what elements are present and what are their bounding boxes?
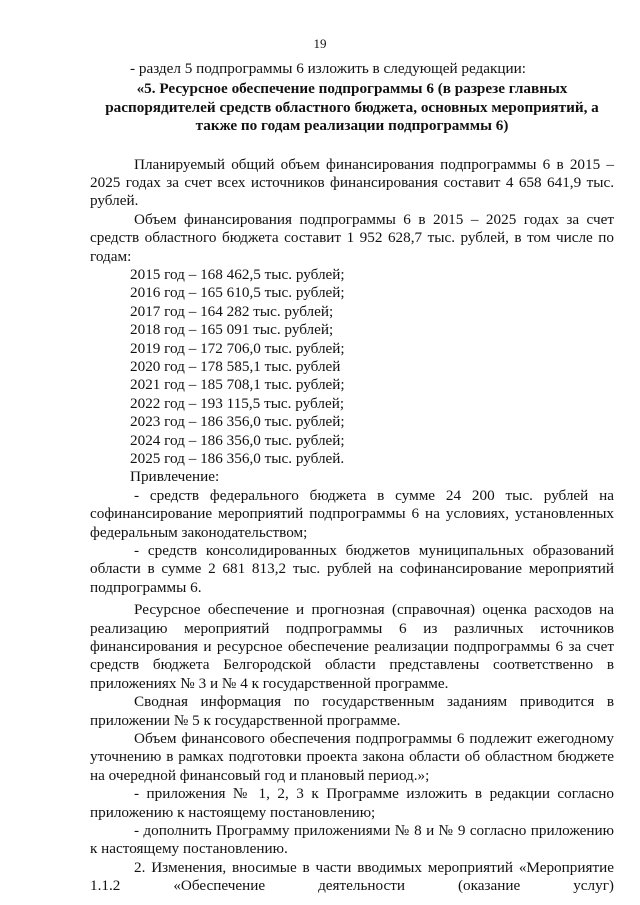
year-item: 2021 год – 185 708,1 тыс. рублей;	[130, 376, 345, 394]
year-item: 2024 год – 186 356,0 тыс. рублей;	[130, 431, 345, 449]
year-item: 2020 год – 178 585,1 тыс. рублей	[130, 358, 341, 376]
year-item: 2019 год – 172 706,0 тыс. рублей;	[130, 339, 345, 357]
paragraph-changes: 2. Изменения, вносимые в части вводимых мероприятий «Мероприятие 1.1.2 «Обеспечение деятельности (оказание услуг)	[90, 858, 614, 895]
paragraph-annual-adjustment: Объем финансового обеспечения подпрограммы 6 подлежит ежегодному уточнению в рамках подготовки проекта закона области об областном бюджете на очередной финансовый год и плановый период.»;	[90, 730, 614, 784]
paragraph-appendices-1-3: - приложения № 1, 2, 3 к Программе изложить в редакции согласно приложению к настоящему постановлению;	[90, 785, 614, 821]
paragraph-total-financing: Планируемый общий объем финансирования подпрограммы 6 в 2015 – 2025 годах за счет всех источников финансирования составит 4 658 641,9 тыс. рублей.	[90, 155, 614, 210]
year-item: 2017 год – 164 282 тыс. рублей;	[130, 302, 334, 320]
attraction-label: Привлечение:	[130, 468, 220, 486]
year-item: 2016 год – 165 610,5 тыс. рублей;	[130, 284, 345, 302]
document-body	[90, 60, 614, 896]
municipal-funds-bullet: - средств консолидированных бюджетов муниципальных образований области в сумме 2 681 813,2 тыс. рублей на софинансирование мероприятий подпрограммы 6.	[90, 541, 614, 596]
year-item: 2022 год – 193 115,5 тыс. рублей;	[130, 394, 345, 412]
paragraph-state-tasks: Сводная информация по государственным заданиям приводится в приложении № 5 к государственной программе.	[90, 693, 614, 729]
paragraph-regional-budget: Объем финансирования подпрограммы 6 в 2015 – 2025 годах за счет средств областного бюджета составит 1 952 628,7 тыс. рублей, в том числе по годам:	[90, 210, 614, 265]
year-item: 2018 год – 165 091 тыс. рублей;	[130, 321, 334, 339]
year-item: 2025 год – 186 356,0 тыс. рублей.	[130, 449, 345, 467]
page-number: 19	[313, 36, 327, 51]
section-title: «5. Ресурсное обеспечение подпрограммы 6 (в разрезе главных распорядителей средств областного бюджета, основных мероприятий, а также по годам реализации подпрограммы 6)	[105, 80, 599, 135]
federal-funds-bullet: - средств федерального бюджета в сумме 24 200 тыс. рублей на софинансирование мероприятий подпрограммы 6 на условиях, установленных федеральным законодательством;	[90, 486, 614, 541]
yearly-financing-list	[90, 266, 614, 468]
year-item: 2023 год – 186 356,0 тыс. рублей;	[130, 413, 345, 431]
year-item: 2015 год – 168 462,5 тыс. рублей;	[130, 266, 345, 284]
intro-line: - раздел 5 подпрограммы 6 изложить в следующей редакции:	[130, 60, 526, 77]
paragraph-appendices-8-9: - дополнить Программу приложениями № 8 и № 9 согласно приложению к настоящему постановлению.	[90, 822, 614, 858]
paragraph-resource-provision: Ресурсное обеспечение и прогнозная (справочная) оценка расходов на реализацию мероприятий подпрограммы 6 из различных источников финансирования и ресурсное обеспечение реализации подпрограммы 6 за счет средств бюджета Белгородской области представлены соответственно в приложениях № 3 и № 4 к государственной программе.	[90, 601, 614, 692]
